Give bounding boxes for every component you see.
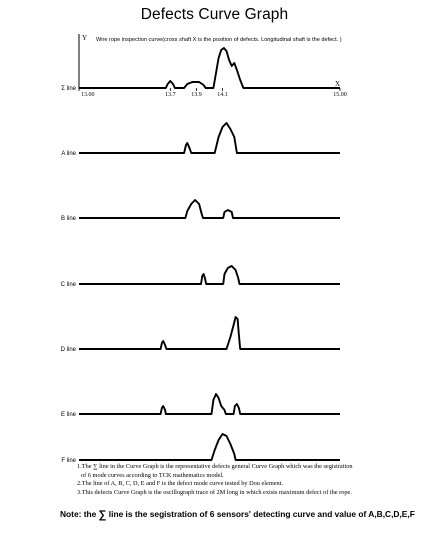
note-line-3: 2.The line of A, B, C, D, E and F is the defect mode curve tested by Dou element. bbox=[77, 480, 283, 488]
series-label: A line bbox=[61, 151, 76, 157]
notes-block bbox=[77, 463, 377, 498]
sigma-symbol: ∑ bbox=[98, 509, 107, 521]
series-label: E line bbox=[60, 412, 76, 418]
series-label: F line bbox=[61, 458, 76, 464]
x-tick-label: 14.1 bbox=[217, 92, 228, 98]
y-axis-symbol: Y bbox=[82, 34, 88, 42]
note-line-2: of 6 mode curves according to TCK mathematics model. bbox=[81, 471, 224, 479]
footer-prefix: Note: the bbox=[60, 509, 97, 519]
series-label: Σ line bbox=[61, 86, 76, 92]
series-line-1 bbox=[79, 48, 340, 88]
series-label: B line bbox=[60, 216, 76, 222]
series-line-7 bbox=[79, 434, 340, 460]
series-line-5 bbox=[79, 317, 340, 349]
footer-note bbox=[60, 509, 415, 521]
series-label: D line bbox=[60, 347, 76, 353]
x-axis-symbol: X bbox=[335, 80, 341, 88]
chart-subtitle: Wire rope inspection curve(cross shaft X is the position of defects. Longitudinal shaft is the defect. ) bbox=[96, 37, 342, 43]
note-line-1: 1.The ∑ line in the Curve Graph is the representative defects general Curve Graph which was the segistration bbox=[77, 463, 353, 470]
footer-suffix: line is the segistration of 6 sensors' detecting curve and value of A,B,C,D,E,F bbox=[108, 509, 415, 519]
series-line-2 bbox=[79, 123, 340, 153]
x-tick-label: 15.00 bbox=[333, 92, 347, 98]
note-line-4: 3.This defects Curve Graph is the oscillograph trace of 2M long in which exists maximum defect of the rope. bbox=[77, 489, 352, 497]
series-line-3 bbox=[79, 200, 340, 218]
x-tick-label: 13.00 bbox=[81, 92, 95, 98]
series-line-6 bbox=[79, 394, 340, 414]
x-tick-label: 13.7 bbox=[165, 92, 176, 98]
chart-title: Defects Curve Graph bbox=[140, 6, 289, 23]
series-line-4 bbox=[79, 266, 340, 284]
series-label: C line bbox=[60, 282, 76, 288]
x-tick-label: 13.9 bbox=[191, 92, 202, 98]
